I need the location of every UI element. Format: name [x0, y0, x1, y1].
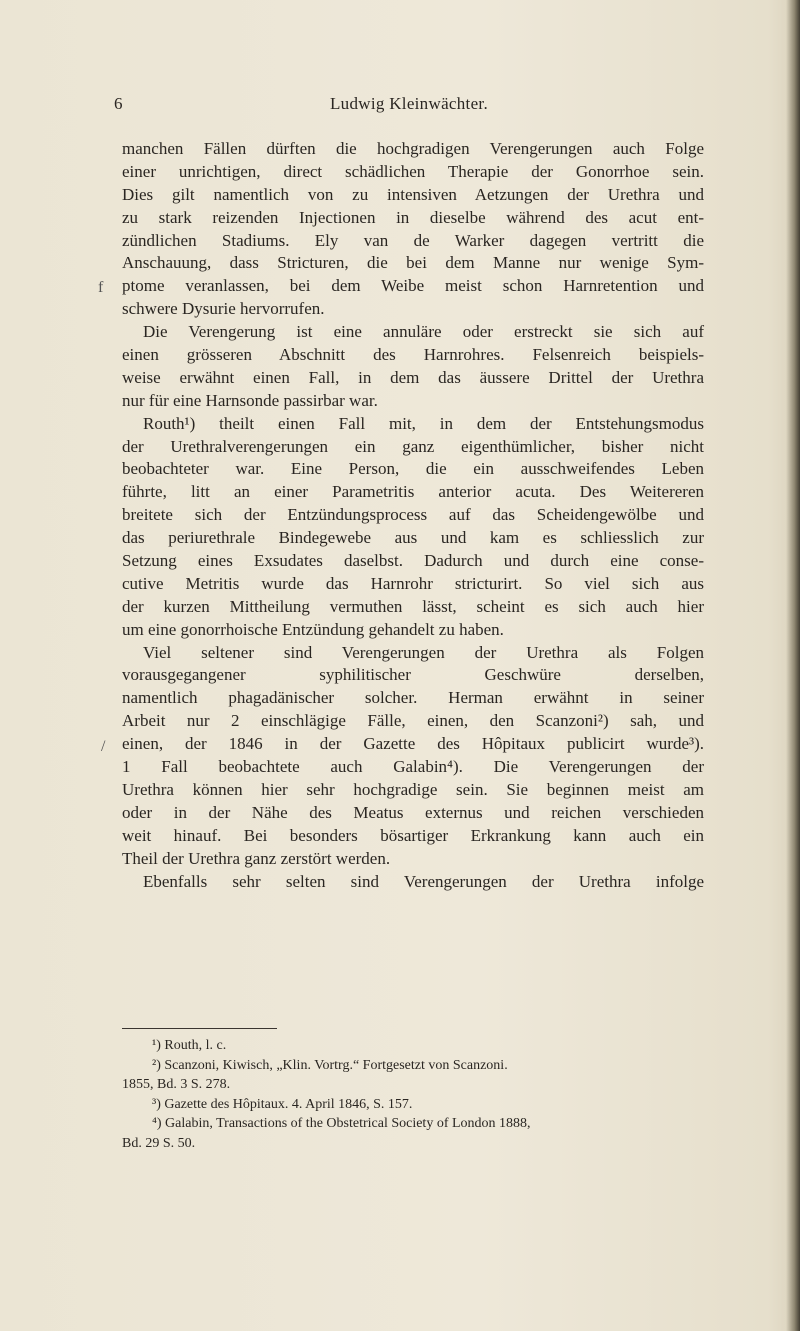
- text-line: einen, der 1846 in der Gazette des Hôpitaux publicirt wurde³).: [122, 734, 704, 754]
- text-line: beobachteter war. Eine Person, die ein ausschweifendes Leben: [122, 459, 704, 479]
- text-line: manchen Fällen dürften die hochgradigen Verengerungen auch Folge: [122, 139, 704, 158]
- text-line: nur für eine Harnsonde passirbar war.: [122, 390, 378, 410]
- text-line: 1 Fall beobachtete auch Galabin⁴). Die Verengerungen der: [122, 757, 704, 777]
- footnote-line: ²) Scanzoni, Kiwisch, „Klin. Vortrg.“ Fortgesetzt von Scanzoni.: [152, 1057, 508, 1073]
- margin-mark: /: [101, 738, 106, 755]
- text-line: oder in der Nähe des Meatus externus und reichen verschieden: [122, 802, 704, 822]
- footnote-line: 1855, Bd. 3 S. 278.: [122, 1077, 231, 1093]
- footnote-line: Bd. 29 S. 50.: [122, 1135, 196, 1151]
- text-line: schwere Dysurie hervorrufen.: [122, 299, 325, 319]
- footnote-line: ¹) Routh, l. c.: [152, 1038, 227, 1053]
- body-text: [122, 138, 704, 893]
- text-line: ptome veranlassen, bei dem Weibe meist schon Harnretention und: [122, 276, 704, 296]
- text-line: Anschauung, dass Stricturen, die bei dem Manne nur wenige Sym-: [122, 253, 704, 273]
- text-line: zu stark reizenden Injectionen in dieselbe während des acut ent-: [122, 207, 704, 227]
- footnote-line: ³) Gazette des Hôpitaux. 4. April 1846, S. 157.: [152, 1096, 413, 1112]
- text-line: das periurethrale Bindegewebe aus und kam es schliesslich zur: [122, 528, 704, 548]
- text-line: Routh¹) theilt einen Fall mit, in dem der Entstehungsmodus: [143, 413, 704, 433]
- text-line: weise erwähnt einen Fall, in dem das äussere Drittel der Urethra: [122, 367, 704, 387]
- page-number: 6: [114, 94, 123, 113]
- book-spine-shadow: [786, 0, 800, 1331]
- text-line: cutive Metritis wurde das Harnrohr stricturirt. So viel sich aus: [122, 573, 704, 593]
- text-line: vorausgegangener syphilitischer Geschwüre derselben,: [122, 665, 704, 685]
- text-line: namentlich phagadänischer solcher. Herman erwähnt in seiner: [122, 688, 704, 708]
- text-line: Viel seltener sind Verengerungen der Urethra als Folgen: [143, 642, 704, 662]
- text-line: einen grösseren Abschnitt des Harnrohres. Felsenreich beispiels-: [122, 345, 704, 365]
- text-line: der Urethralverengerungen ein ganz eigenthümlicher, bisher nicht: [122, 436, 704, 456]
- text-line: um eine gonorrhoische Entzündung gehandelt zu haben.: [122, 619, 504, 639]
- footnotes: [122, 1036, 704, 1154]
- text-line: führte, litt an einer Parametritis anterior acuta. Des Weitereren: [122, 482, 704, 502]
- text-line: weit hinauf. Bei besonders bösartiger Erkrankung kann auch ein: [122, 825, 704, 845]
- text-line: Dies gilt namentlich von zu intensiven Aetzungen der Urethra und: [122, 184, 704, 204]
- text-line: Setzung eines Exsudates daselbst. Dadurch und durch eine conse-: [122, 551, 704, 571]
- margin-mark: f: [98, 279, 104, 296]
- text-line: Urethra können hier sehr hochgradige sein. Sie beginnen meist am: [122, 779, 704, 799]
- text-line: Theil der Urethra ganz zerstört werden.: [122, 848, 391, 868]
- running-head: Ludwig Kleinwächter.: [329, 94, 488, 113]
- footnote-rule: [122, 1028, 277, 1029]
- text-line: breitete sich der Entzündungsprocess auf das Scheidengewölbe und: [122, 505, 704, 525]
- text-line: der kurzen Mittheilung vermuthen lässt, scheint es sich auch hier: [122, 596, 704, 616]
- text-line: Ebenfalls sehr selten sind Verengerungen der Urethra infolge: [143, 871, 704, 891]
- text-line: Die Verengerung ist eine annuläre oder erstreckt sie sich auf: [143, 322, 704, 342]
- text-line: zündlichen Stadiums. Ely van de Warker dagegen vertritt die: [122, 230, 704, 250]
- footnote-line: ⁴) Galabin, Transactions of the Obstetrical Society of London 1888,: [152, 1116, 531, 1132]
- page-header: [114, 94, 704, 118]
- text-line: Arbeit nur 2 einschlägige Fälle, einen, den Scanzoni²) sah, und: [122, 711, 704, 731]
- text-line: einer unrichtigen, direct schädlichen Therapie der Gonorrhoe sein.: [122, 161, 704, 181]
